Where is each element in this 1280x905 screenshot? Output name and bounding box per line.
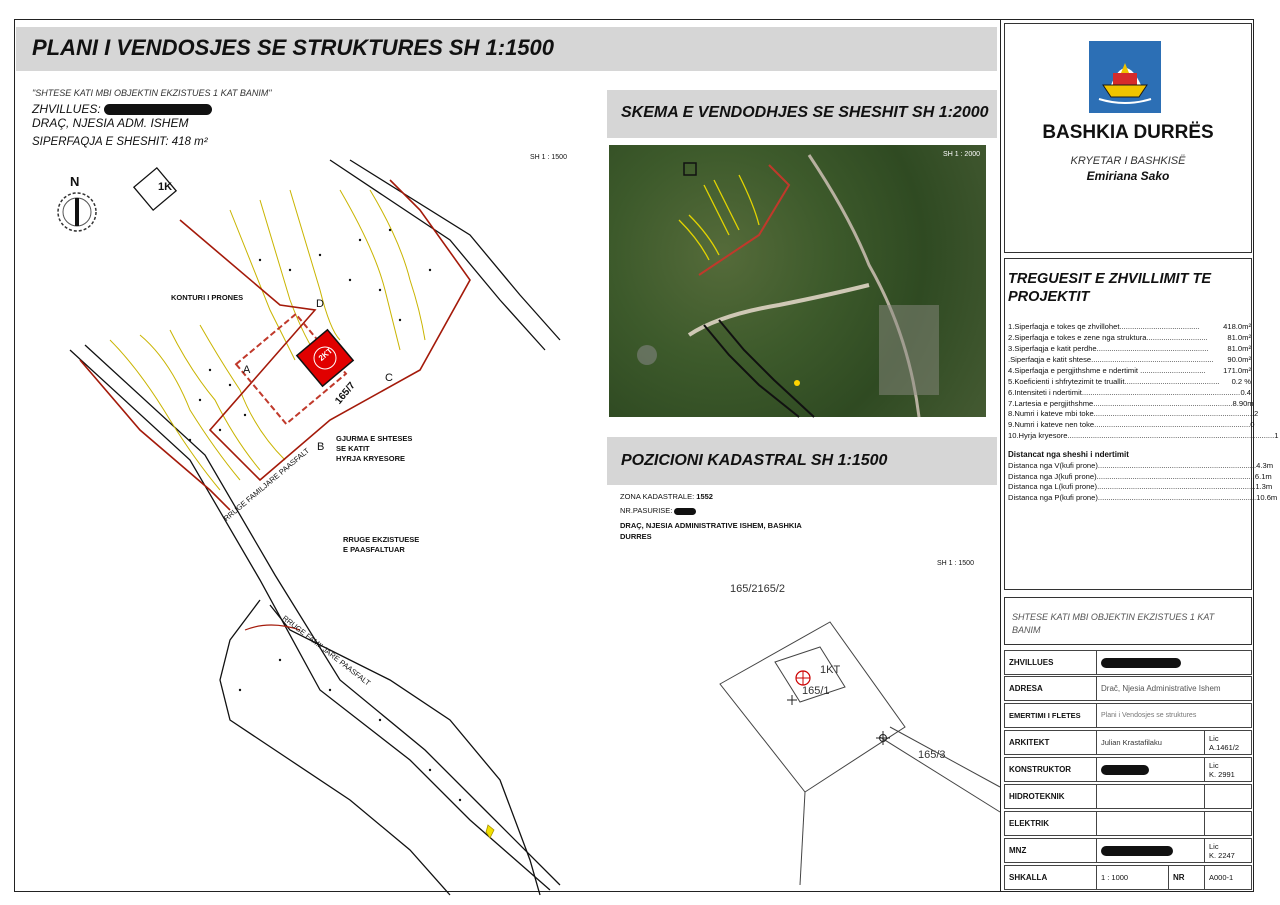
distance-value: 6.1m bbox=[1254, 472, 1272, 481]
location-scheme-title-bar bbox=[607, 90, 997, 138]
indicator-row bbox=[1008, 431, 1279, 440]
indicator-label: 9.Numri i kateve nen toke.......................................................................... bbox=[1008, 420, 1251, 429]
main-title: PLANI I VENDOSJES SE STRUKTURES SH 1:1500 bbox=[32, 35, 555, 60]
road-family-label-2: RRUGE FAMILJARE PAASFALT bbox=[280, 613, 373, 688]
cadastral-title: POZICIONI KADASTRAL SH 1:1500 bbox=[621, 452, 888, 469]
address-value-cell: Drač, Njesia Administrative Ishem bbox=[1101, 684, 1221, 693]
indicator-label: 3.Siperfaqja e katit perdhe..................................................... bbox=[1008, 344, 1209, 353]
road-existing-label-2: E PAASFALTUAR bbox=[343, 545, 405, 554]
indicator-value: 0.2 % bbox=[1231, 377, 1251, 386]
architect-label-cell: ARKITEKT bbox=[1005, 731, 1097, 754]
distance-row bbox=[1008, 461, 1274, 470]
location-scheme-title: SKEMA E VENDODHJES SE SHESHIT SH 1:2000 bbox=[621, 104, 989, 121]
indicator-label: 1.Siperfaqja e tokes qe zhvillohet...................................... bbox=[1008, 322, 1200, 331]
hydro-value-cell bbox=[1097, 785, 1205, 808]
hydro-label-cell: HIDROTEKNIK bbox=[1005, 785, 1097, 808]
constructor-lic-label: Lic bbox=[1209, 760, 1219, 770]
indicator-label: 5.Koeficienti i shfrytezimit te truallit............................................. bbox=[1008, 377, 1220, 386]
distance-row bbox=[1008, 493, 1278, 502]
architect-value-cell: Julian Krastafilaku bbox=[1097, 731, 1205, 754]
distance-label: Distanca nga J(kufi prone)........................................................................... bbox=[1008, 472, 1255, 481]
footprint-label-3: HYRJA KRYESORE bbox=[336, 454, 406, 463]
indicator-row bbox=[1008, 420, 1255, 429]
indicator-value: 81.0m² bbox=[1227, 344, 1251, 353]
distance-value: 10.6m bbox=[1256, 493, 1278, 502]
electric-lic-cell bbox=[1205, 812, 1251, 835]
developer-label bbox=[32, 102, 212, 116]
indicator-row bbox=[1008, 355, 1251, 364]
redacted-constructor-name bbox=[1101, 765, 1149, 775]
indicator-value: 171.0m² bbox=[1223, 366, 1251, 375]
row-mnz bbox=[1004, 838, 1252, 863]
indicator-row bbox=[1008, 344, 1251, 353]
corner-d-label: D bbox=[316, 298, 324, 310]
indicator-label: 2.Siperfaqja e tokes e zene nga struktura............................. bbox=[1008, 333, 1208, 342]
parcel-label: 165/7 bbox=[333, 380, 358, 407]
redacted-developer-name bbox=[1101, 658, 1181, 668]
cadastral-property bbox=[620, 506, 696, 515]
project-area: SIPERFAQJA E SHESHIT: 418 m² bbox=[32, 136, 208, 148]
indicator-row bbox=[1008, 409, 1259, 418]
cadastral-title-bar bbox=[607, 437, 997, 485]
mnz-lic-label: Lic bbox=[1209, 841, 1219, 851]
indicator-row bbox=[1008, 366, 1251, 375]
cadastral-parcel-main: 165/1 bbox=[802, 685, 830, 697]
row-electric bbox=[1004, 811, 1252, 836]
indicator-value: 90.0m² bbox=[1227, 355, 1251, 364]
nr-label-cell: NR bbox=[1169, 866, 1205, 889]
redacted-mnz-name bbox=[1101, 846, 1173, 856]
address-label-cell: ADRESA bbox=[1005, 677, 1097, 700]
row-architect bbox=[1004, 730, 1252, 755]
indicator-value: 1 bbox=[1274, 431, 1279, 440]
distance-label: Distanca nga P(kufi prone)........................................................................... bbox=[1008, 493, 1257, 502]
indicator-label: 7.Lartesia e pergjithshme.................................................................. bbox=[1008, 399, 1233, 408]
municipality-name: BASHKIA DURRËS bbox=[1042, 122, 1214, 143]
indicator-value: 418.0m² bbox=[1223, 322, 1251, 331]
footprint-label-2: SE KATIT bbox=[336, 444, 370, 453]
cadastral-zone bbox=[620, 492, 713, 501]
cadastral-map bbox=[605, 552, 1000, 885]
redacted-property-no bbox=[674, 508, 696, 515]
distance-label: Distanca nga V(kufi prone)........................................................................... bbox=[1008, 461, 1257, 470]
cadastral-address-1: DRAÇ, NJESIA ADMINISTRATIVE ISHEM, BASHKIA bbox=[620, 521, 802, 530]
main-title-bar bbox=[16, 27, 997, 71]
indicator-row bbox=[1008, 377, 1251, 386]
indicator-row bbox=[1008, 333, 1251, 342]
row-constructor bbox=[1004, 757, 1252, 782]
cadastral-parcel-right: 165/3 bbox=[918, 749, 946, 761]
scale-label-cell: SHKALLA bbox=[1005, 866, 1097, 889]
constructor-lic-value: K. 2991 bbox=[1209, 769, 1235, 779]
indicator-label: 4.Siperfaqja e pergjithshme e ndertimit ............................... bbox=[1008, 366, 1206, 375]
row-scale bbox=[1004, 865, 1252, 890]
constructor-label-cell: KONSTRUKTOR bbox=[1005, 758, 1097, 781]
indicator-row bbox=[1008, 388, 1251, 397]
indicator-value: 0.4 bbox=[1240, 388, 1251, 397]
cadastral-parcel-top: 165/2165/2 bbox=[730, 583, 786, 595]
indicator-label: 8.Numri i kateve mbi toke............................................................................ bbox=[1008, 409, 1255, 418]
corner-a-label: A bbox=[243, 364, 251, 376]
road-existing-label-1: RRUGE EKZISTUESE bbox=[343, 535, 420, 544]
developer-value-cell bbox=[1097, 651, 1251, 674]
indicators-title: TREGUESIT E ZHVILLIMIT TE PROJEKTIT bbox=[1008, 271, 1211, 305]
sheet-name-value-cell: Plani i Vendosjes se struktures bbox=[1101, 712, 1197, 719]
municipality-mayor: Emiriana Sako bbox=[1086, 169, 1170, 183]
scale-value-cell: 1 : 1000 bbox=[1097, 866, 1169, 889]
road-family-label: RRUGE FAMILJARE PAASFALT bbox=[221, 446, 312, 523]
architect-lic-cell bbox=[1205, 731, 1251, 754]
distance-value: 1.3m bbox=[1255, 482, 1273, 491]
municipality-role: KRYETAR I BASHKISË bbox=[1070, 155, 1186, 167]
constructor-value-cell bbox=[1097, 758, 1205, 781]
indicator-label: 10.Hyrja kryesore.................................................................................................. bbox=[1008, 431, 1275, 440]
site-scale-note: SH 1 : 1500 bbox=[530, 154, 567, 161]
indicator-value: 2 bbox=[1254, 409, 1259, 418]
corner-b-label: B bbox=[317, 441, 325, 453]
mnz-value-cell bbox=[1097, 839, 1205, 862]
cadastral-building: 1KT bbox=[820, 664, 841, 676]
mnz-label-cell: MNZ bbox=[1005, 839, 1097, 862]
indicator-row bbox=[1008, 322, 1251, 331]
property-no-label: NR.PASURISE: bbox=[620, 506, 673, 515]
indicator-value: 8.90m bbox=[1232, 399, 1254, 408]
indicator-label: .Siperfaqja e katit shtese.......................................................... bbox=[1008, 355, 1214, 364]
distance-label: Distanca nga L(kufi prone)........................................................................... bbox=[1008, 482, 1256, 491]
sheet-code-cell: A000-1 bbox=[1209, 873, 1234, 882]
architect-lic-label: Lic bbox=[1209, 733, 1219, 743]
north-label: N bbox=[70, 174, 80, 189]
electric-value-cell bbox=[1097, 812, 1205, 835]
cadastral-address-2: DURRES bbox=[620, 532, 652, 541]
redacted-developer bbox=[104, 104, 212, 115]
title-block-project: SHTESE KATI MBI OBJEKTIN EKZISTUES 1 KAT BANIM bbox=[1012, 612, 1215, 635]
row-address bbox=[1004, 676, 1252, 701]
architect-lic-value: A.1461/2 bbox=[1209, 742, 1240, 752]
hydro-lic-cell bbox=[1205, 785, 1251, 808]
project-description: "SHTESE KATI MBI OBJEKTIN EKZISTUES 1 KAT BANIM" bbox=[32, 88, 272, 98]
indicator-value: 81.0m² bbox=[1227, 333, 1251, 342]
zone-value: 1552 bbox=[696, 492, 713, 501]
footprint-label-1: GJURMA E SHTESES bbox=[336, 434, 413, 443]
cadastral-scale-note: SH 1 : 1500 bbox=[937, 560, 974, 567]
sheet-name-label-cell: EMERTIMI I FLETES bbox=[1005, 704, 1097, 727]
constructor-lic-cell bbox=[1205, 758, 1251, 781]
developer-label-text: ZHVILLUES: bbox=[32, 102, 101, 116]
row-hydro bbox=[1004, 784, 1252, 809]
aerial-overlay bbox=[609, 145, 986, 417]
developer-label-cell: ZHVILLUES bbox=[1005, 651, 1097, 674]
distance-row bbox=[1008, 482, 1273, 491]
row-sheet-name bbox=[1004, 703, 1252, 728]
new-building-label: 2KT bbox=[316, 346, 335, 363]
distance-value: 4.3m bbox=[1256, 461, 1274, 470]
project-location: DRAÇ, NJESIA ADM. ISHEM bbox=[32, 116, 189, 130]
property-contour-label: KONTURI I PRONES bbox=[171, 293, 244, 302]
indicator-value: 0 bbox=[1250, 420, 1255, 429]
aerial-photo bbox=[609, 145, 986, 417]
mnz-lic-cell bbox=[1205, 839, 1251, 862]
distances-title: Distancat nga sheshi i ndertimit bbox=[1008, 450, 1129, 459]
site-plan-drawing bbox=[30, 160, 600, 895]
indicator-row bbox=[1008, 399, 1254, 408]
municipality-logo-icon bbox=[1089, 41, 1161, 113]
mnz-lic-value: K. 2247 bbox=[1209, 850, 1235, 860]
corner-c-label: C bbox=[385, 372, 393, 384]
location-scale-note: SH 1 : 2000 bbox=[943, 151, 980, 158]
existing-building-label: 1K bbox=[158, 181, 173, 193]
row-developer bbox=[1004, 650, 1252, 675]
electric-label-cell: ELEKTRIK bbox=[1005, 812, 1097, 835]
indicator-label: 6.Intensiteti i ndertimit........................................................................... bbox=[1008, 388, 1241, 397]
distance-row bbox=[1008, 472, 1272, 481]
zone-label: ZONA KADASTRALE: bbox=[620, 492, 695, 501]
